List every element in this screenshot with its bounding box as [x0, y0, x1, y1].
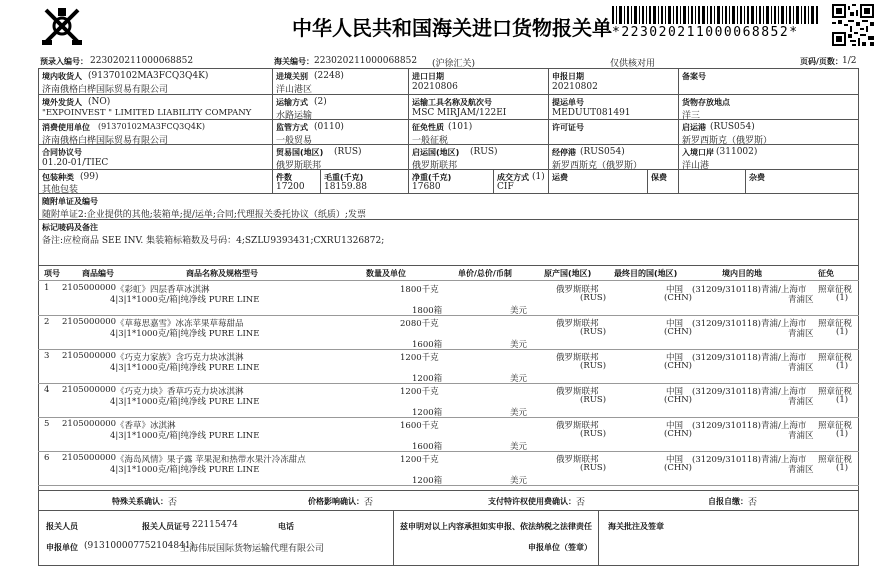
consumer-name: 济南俄格白桦国际贸易有限公司	[42, 136, 169, 146]
consumer-label: 消费使用单位	[42, 123, 90, 132]
supervision-label: 监管方式	[276, 123, 308, 132]
row-currency: 美元	[510, 476, 528, 486]
trade-country-code: (RUS)	[334, 147, 362, 157]
page-label: 页码/页数：	[800, 57, 843, 66]
col-code: 商品编号	[82, 269, 114, 278]
row-name: 《彩虹》四层香草冰淇淋	[116, 285, 210, 295]
row-qty-boxes: 1600箱	[412, 340, 443, 350]
row-qty-weight: 1600千克	[400, 421, 439, 431]
contract: 01.20-01/TIEC	[42, 158, 109, 168]
vessel: MSC MIRJAM/122EI	[412, 108, 507, 118]
row-levy: 照章征税	[818, 319, 853, 329]
self-declare-label: 自报自缴：	[708, 497, 748, 506]
row-spec: 4|3|1*1000克/箱|纯净线 PURE LINE	[110, 431, 260, 441]
row-spec: 4|3|1*1000克/箱|纯净线 PURE LINE	[110, 397, 260, 407]
consignor-name: "EXPOINVEST " LIMITED LIABILITY COMPANY	[42, 108, 252, 118]
consignee-label: 境内收货人	[42, 72, 82, 81]
row-currency: 美元	[510, 408, 528, 418]
entry-port: 洋山港区	[276, 85, 313, 95]
license-label: 许可证号	[552, 123, 584, 132]
row-dest: 中国	[666, 421, 684, 431]
document-title: 中华人民共和国海关进口货物报关单	[292, 16, 612, 40]
row-currency: 美元	[510, 340, 528, 350]
transport-mode-label: 运输方式	[276, 98, 308, 107]
docs: 随附单证2:企业提供的其他;装箱单;提/运单;合同;代理报关委托协议（纸质）;发票	[42, 210, 366, 220]
contract-label: 合同协议号	[42, 148, 82, 157]
row-domestic: (31209/310118)青浦/上海市	[692, 455, 807, 465]
pack-type: 其他包装	[42, 185, 79, 195]
row-code: 2105000000	[62, 317, 117, 327]
levy-code: (101)	[448, 122, 473, 132]
row-qty-weight: 1200千克	[400, 353, 439, 363]
row-domestic: (31209/310118)青浦/上海市	[692, 421, 807, 431]
row-item-no: 1	[44, 283, 50, 293]
pack-type-label: 包装种类	[42, 173, 74, 182]
row-qty-boxes: 1200箱	[412, 374, 443, 384]
row-item-no: 3	[44, 351, 50, 361]
row-code: 2105000000	[62, 453, 117, 463]
row-domestic-district: 青浦区	[788, 465, 814, 475]
freight-label: 运费	[552, 173, 568, 182]
departure-port-label: 启运港	[682, 123, 706, 132]
agency-sign-label: 申报单位（签章）	[528, 543, 592, 552]
row-spec: 4|3|1*1000克/箱|纯净线 PURE LINE	[110, 465, 260, 475]
row-qty-weight: 1800千克	[400, 285, 439, 295]
phone-label: 电话	[278, 522, 294, 531]
royalty-label: 支付特许权使用费确认：	[488, 497, 576, 506]
entry-port-code: (2248)	[314, 71, 344, 81]
row-divider	[38, 315, 859, 316]
row-item-no: 6	[44, 453, 50, 463]
deal-mode-label: 成交方式	[497, 173, 529, 182]
consignee-name: 济南俄格白桦国际贸易有限公司	[42, 85, 169, 95]
row-levy: 照章征税	[818, 387, 853, 397]
row-code: 2105000000	[62, 419, 117, 429]
row-currency: 美元	[510, 306, 528, 316]
customs-office: (沪徐汇关)	[432, 59, 476, 69]
row-origin-code: (RUS)	[580, 293, 607, 303]
transport-mode: 水路运输	[276, 111, 313, 121]
row-dest: 中国	[666, 319, 684, 329]
self-declare: 否	[748, 498, 758, 508]
row-origin: 俄罗斯联邦	[556, 285, 599, 295]
price-impact-label: 价格影响确认：	[308, 497, 364, 506]
row-dest-code: (CHN)	[664, 463, 692, 473]
row-origin-code: (RUS)	[580, 327, 607, 337]
col-qty: 数量及单位	[366, 269, 406, 278]
row-levy: 照章征税	[818, 353, 853, 363]
row-dest-code: (CHN)	[664, 361, 692, 371]
row-domestic-district: 青浦区	[788, 363, 814, 373]
special-relation-label: 特殊关系确认：	[112, 497, 168, 506]
row-divider	[38, 485, 859, 486]
row-qty-weight: 2080千克	[400, 319, 439, 329]
row-levy-code: (1)	[836, 293, 849, 303]
row-name: 《巧克力家族》含巧克力块冰淇淋	[116, 353, 244, 363]
row-domestic-district: 青浦区	[788, 295, 814, 305]
entry-port-label: 进境关别	[276, 72, 308, 81]
customs-no-label: 海关编号：	[274, 57, 314, 66]
row-origin-code: (RUS)	[580, 395, 607, 405]
via-port: 新罗西斯克（俄罗斯）	[552, 161, 643, 171]
row-dest-code: (CHN)	[664, 395, 692, 405]
row-origin-code: (RUS)	[580, 429, 607, 439]
pieces: 17200	[276, 182, 305, 192]
consumer-code: (91370102MA3FCQ3Q4K)	[98, 122, 205, 131]
col-levy: 征免	[818, 269, 834, 278]
row-item-no: 4	[44, 385, 50, 395]
page-value: 1/2	[842, 56, 857, 66]
gross-weight-label: 毛重(千克)	[324, 173, 364, 182]
row-dest-code: (CHN)	[664, 327, 692, 337]
levy-label: 征免性质	[412, 123, 444, 132]
legal-statement: 兹申明对以上内容承担如实申报、依法纳税之法律责任	[400, 522, 592, 531]
row-levy-code: (1)	[836, 327, 849, 337]
transport-mode-code: (2)	[314, 97, 327, 107]
row-domestic-district: 青浦区	[788, 329, 814, 339]
entry-place-code: (311002)	[716, 147, 758, 157]
barcode-text: *223020211000068852*	[612, 25, 799, 40]
origin-country: 俄罗斯联邦	[412, 161, 458, 171]
row-name: 《海岛风情》果子露 苹果泥和热带水果汁冷冻甜点	[116, 455, 306, 465]
row-origin: 俄罗斯联邦	[556, 353, 599, 363]
row-qty-boxes: 1800箱	[412, 306, 443, 316]
row-dest: 中国	[666, 285, 684, 295]
consignor-code: (NO)	[88, 97, 111, 107]
supervision: 一般贸易	[276, 136, 313, 146]
row-currency: 美元	[510, 374, 528, 384]
row-qty-weight: 1200千克	[400, 455, 439, 465]
net-weight: 17680	[412, 182, 441, 192]
import-date-label: 进口日期	[412, 72, 444, 81]
col-name: 商品名称及规格型号	[186, 269, 258, 278]
declare-date-label: 申报日期	[552, 72, 584, 81]
docs-label: 随附单证及编号	[42, 197, 98, 206]
pieces-label: 件数	[276, 173, 292, 182]
col-price: 单价/总价/币制	[458, 269, 512, 278]
barcode	[612, 6, 820, 24]
row-domestic: (31209/310118)青浦/上海市	[692, 319, 807, 329]
row-item-no: 2	[44, 317, 50, 327]
row-levy-code: (1)	[836, 429, 849, 439]
row-dest: 中国	[666, 387, 684, 397]
import-date: 20210806	[412, 82, 458, 92]
net-weight-label: 净重(千克)	[412, 173, 452, 182]
declarant-cert: 22115474	[192, 520, 238, 530]
origin-country-code: (RUS)	[470, 147, 498, 157]
col-origin: 原产国(地区)	[544, 269, 592, 278]
row-divider	[38, 451, 859, 452]
row-levy: 照章征税	[818, 455, 853, 465]
trade-country: 俄罗斯联邦	[276, 161, 322, 171]
row-levy: 照章征税	[818, 285, 853, 295]
pre-entry-no: 223020211000068852	[90, 56, 194, 66]
gross-weight: 18159.88	[324, 182, 367, 192]
row-levy-code: (1)	[836, 361, 849, 371]
entry-place-label: 入境口岸	[682, 148, 714, 157]
declare-date: 20210802	[552, 82, 598, 92]
insurance-label: 保费	[651, 173, 667, 182]
row-name: 《草莓思嘉雪》冰冻苹果草莓甜品	[116, 319, 244, 329]
marks: 备注:应检商品 SEE INV. 集装箱标箱数及号码：4;SZLU9393431;CXRU1326872;	[42, 236, 385, 246]
row-spec: 4|3|1*1000克/箱|纯净线 PURE LINE	[110, 295, 260, 305]
customs-emblem-icon	[38, 6, 86, 48]
row-domestic-district: 青浦区	[788, 397, 814, 407]
row-dest: 中国	[666, 353, 684, 363]
row-origin-code: (RUS)	[580, 361, 607, 371]
row-levy-code: (1)	[836, 395, 849, 405]
row-currency: 美元	[510, 442, 528, 452]
supervision-code: (0110)	[314, 122, 344, 132]
row-qty-boxes: 1600箱	[412, 442, 443, 452]
royalty: 否	[576, 498, 586, 508]
agency-code: (913100007752104841)	[84, 541, 195, 551]
row-origin: 俄罗斯联邦	[556, 455, 599, 465]
marks-label: 标记唛码及备注	[42, 223, 98, 232]
via-port-code: (RUS054)	[580, 147, 625, 157]
row-domestic: (31209/310118)青浦/上海市	[692, 387, 807, 397]
row-domestic-district: 青浦区	[788, 431, 814, 441]
consignee-code: (91370102MA3FCQ3Q4K)	[88, 71, 209, 81]
row-dest-code: (CHN)	[664, 293, 692, 303]
special-relation: 否	[168, 498, 178, 508]
row-domestic: (31209/310118)青浦/上海市	[692, 353, 807, 363]
customs-no: 223020211000068852	[314, 56, 418, 66]
row-spec: 4|3|1*1000克/箱|纯净线 PURE LINE	[110, 329, 260, 339]
col-dest: 最终目的国(地区)	[614, 269, 678, 278]
row-qty-boxes: 1200箱	[412, 476, 443, 486]
entry-place: 洋山港	[682, 161, 710, 171]
row-item-no: 5	[44, 419, 50, 429]
pre-entry-label: 预录入编号：	[40, 57, 88, 66]
col-domestic: 境内目的地	[722, 269, 762, 278]
row-origin: 俄罗斯联邦	[556, 421, 599, 431]
row-code: 2105000000	[62, 283, 117, 293]
storage: 洋三	[682, 111, 701, 121]
storage-label: 货物存放地点	[682, 98, 730, 107]
row-qty-weight: 1200千克	[400, 387, 439, 397]
row-dest: 中国	[666, 455, 684, 465]
misc-fee-label: 杂费	[749, 173, 765, 182]
levy: 一般征税	[412, 136, 449, 146]
row-levy: 照章征税	[818, 421, 853, 431]
row-code: 2105000000	[62, 351, 117, 361]
declarant-cert-label: 报关人员证号	[142, 522, 190, 531]
row-divider	[38, 349, 859, 350]
row-spec: 4|3|1*1000克/箱|纯净线 PURE LINE	[110, 363, 260, 373]
consignor-label: 境外发货人	[42, 98, 82, 107]
row-divider	[38, 417, 859, 418]
row-code: 2105000000	[62, 385, 117, 395]
record-no-label: 备案号	[682, 72, 706, 81]
trade-country-label: 贸易国(地区)	[276, 148, 324, 157]
deal-mode-code: (1)	[532, 172, 545, 182]
bl-no: MEDUUT081491	[552, 108, 631, 118]
row-qty-boxes: 1200箱	[412, 408, 443, 418]
declarant-label: 报关人员	[46, 522, 78, 531]
customs-note-label: 海关批注及签章	[608, 522, 664, 531]
bl-no-label: 提运单号	[552, 98, 584, 107]
agency-name: 上海伟辰国际货物运输代理有限公司	[180, 544, 325, 554]
row-origin-code: (RUS)	[580, 463, 607, 473]
departure-port: 新罗西斯克（俄罗斯）	[682, 136, 773, 146]
row-name: 《巧克力块》香草巧克力块冰淇淋	[116, 387, 244, 397]
row-origin: 俄罗斯联邦	[556, 387, 599, 397]
row-name: 《香草》冰淇淋	[116, 421, 176, 431]
departure-port-code: (RUS054)	[710, 122, 755, 132]
verification-note: 仅供核对用	[610, 59, 656, 69]
row-origin: 俄罗斯联邦	[556, 319, 599, 329]
agency-label: 申报单位	[46, 543, 78, 552]
col-item-no: 项号	[44, 269, 60, 278]
via-port-label: 经停港	[552, 148, 576, 157]
qr-code-icon	[832, 4, 874, 46]
row-domestic: (31209/310118)青浦/上海市	[692, 285, 807, 295]
row-divider	[38, 383, 859, 384]
row-dest-code: (CHN)	[664, 429, 692, 439]
pack-type-code: (99)	[80, 172, 99, 182]
deal-mode: CIF	[497, 182, 514, 192]
row-levy-code: (1)	[836, 463, 849, 473]
price-impact: 否	[364, 498, 374, 508]
vessel-label: 运输工具名称及航次号	[412, 98, 492, 107]
origin-country-label: 启运国(地区)	[412, 148, 460, 157]
